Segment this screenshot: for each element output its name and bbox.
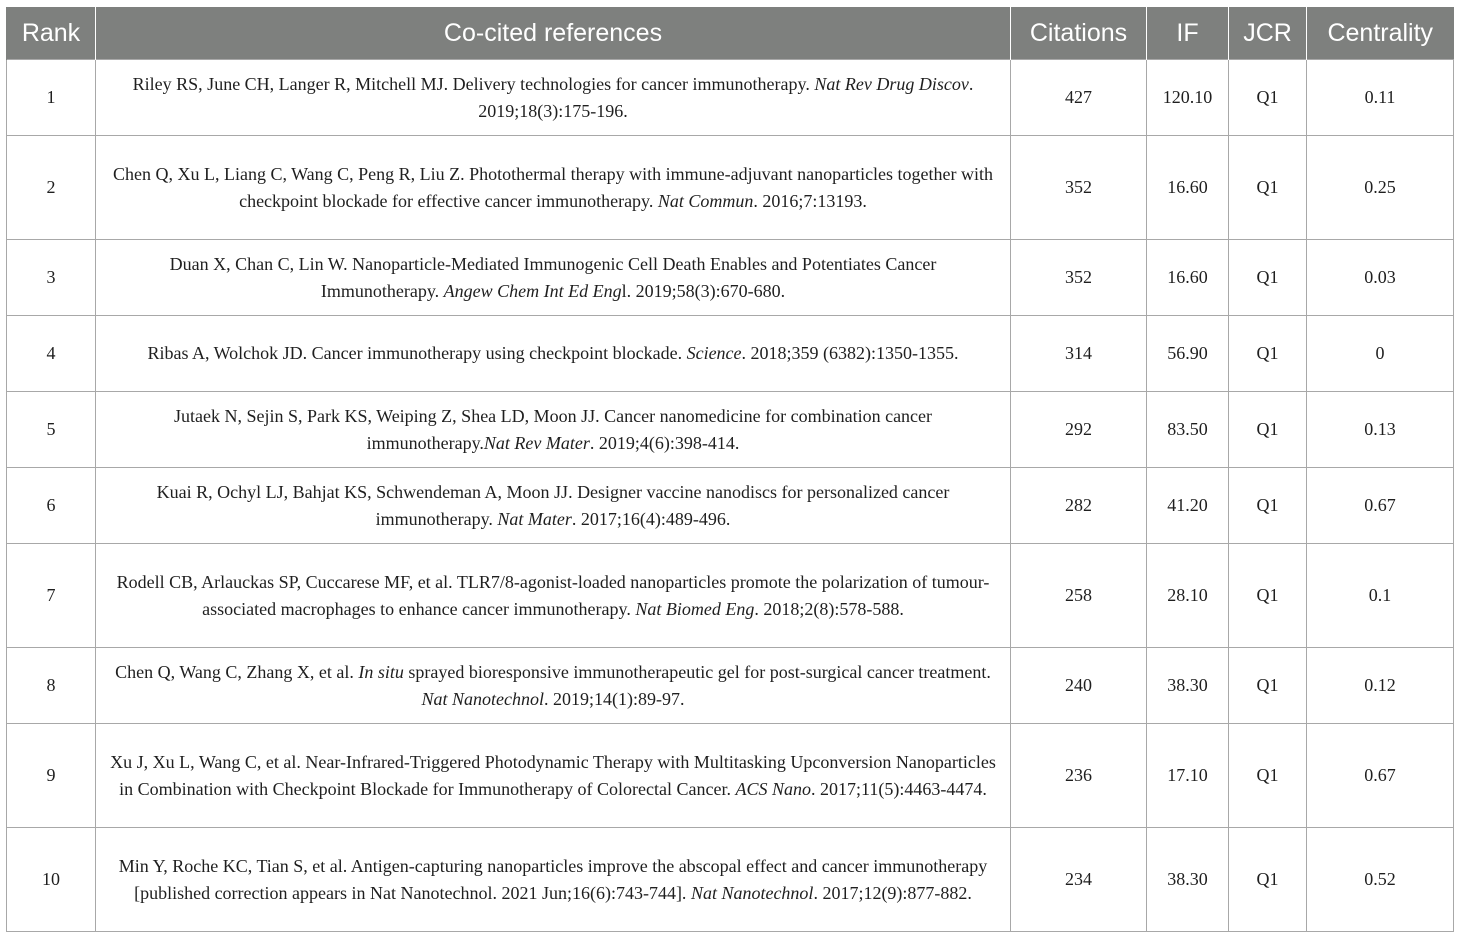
header-row [7, 7, 1454, 60]
table-row [7, 392, 1454, 468]
if-cell: 38.30 [1147, 828, 1229, 932]
reference-cell [96, 544, 1011, 648]
journal-name: Nat Nanotechnol [421, 688, 544, 709]
rank-cell: 1 [7, 60, 96, 136]
rank-cell: 10 [7, 828, 96, 932]
if-cell: 38.30 [1147, 648, 1229, 724]
journal-name: Nat Rev Drug Discov [814, 73, 969, 94]
reference-cell [96, 724, 1011, 828]
jcr-cell: Q1 [1229, 828, 1307, 932]
header-jcr: JCR [1229, 7, 1307, 60]
co-cited-references-table [6, 7, 1454, 932]
reference-cell [96, 316, 1011, 392]
reference-cell [96, 468, 1011, 544]
jcr-cell: Q1 [1229, 240, 1307, 316]
rank-cell: 9 [7, 724, 96, 828]
reference-text: Min Y, Roche KC, Tian S, et al. Antigen-capturing nanoparticles improve the abscopal effect and cancer immunotherapy [published correction appears in Nat Nanotechnol. 2021 Jun;16(6):743-744]. [118, 855, 988, 903]
jcr-cell: Q1 [1229, 60, 1307, 136]
rank-cell: 4 [7, 316, 96, 392]
if-cell: 56.90 [1147, 316, 1229, 392]
table-row [7, 828, 1454, 932]
reference-text: Jutaek N, Sejin S, Park KS, Weiping Z, Shea LD, Moon JJ. Cancer nanomedicine for combination cancer immunotherapy. [173, 405, 933, 453]
citations-cell: 352 [1011, 136, 1147, 240]
reference-text: Riley RS, June CH, Langer R, Mitchell MJ. Delivery technologies for cancer immunotherapy. [132, 73, 815, 94]
if-cell: 28.10 [1147, 544, 1229, 648]
jcr-cell: Q1 [1229, 316, 1307, 392]
journal-name: Nat Commun [657, 190, 754, 211]
jcr-cell: Q1 [1229, 468, 1307, 544]
reference-cell [96, 648, 1011, 724]
table-row [7, 136, 1454, 240]
reference-prefix: Chen Q, Wang C, Zhang X, et al. [115, 661, 359, 682]
reference-text: Ribas A, Wolchok JD. Cancer immunotherapy using checkpoint blockade. [147, 343, 687, 363]
centrality-cell: 0 [1307, 316, 1454, 392]
if-cell: 41.20 [1147, 468, 1229, 544]
rank-cell: 5 [7, 392, 96, 468]
journal-name: Nat Rev Mater [483, 432, 590, 453]
table-row [7, 544, 1454, 648]
reference-cell [96, 392, 1011, 468]
citations-cell: 258 [1011, 544, 1147, 648]
reference-text: sprayed bioresponsive immunotherapeutic gel for post-surgical cancer treatment. [403, 661, 991, 682]
citations-cell: 314 [1011, 316, 1147, 392]
jcr-cell: Q1 [1229, 392, 1307, 468]
reference-text: Chen Q, Xu L, Liang C, Wang C, Peng R, Liu Z. Photothermal therapy with immune-adjuvant nanoparticles together with checkpoint blockade for effective cancer immunotherapy. [112, 163, 994, 211]
rank-cell: 8 [7, 648, 96, 724]
citations-cell: 234 [1011, 828, 1147, 932]
centrality-cell: 0.67 [1307, 468, 1454, 544]
journal-name: Nat Biomed Eng [635, 598, 755, 619]
reference-details: . 2019;18(3):175-196. [478, 73, 974, 121]
journal-name: Nat Nanotechnol [690, 882, 814, 903]
table-row [7, 468, 1454, 544]
citations-cell: 292 [1011, 392, 1147, 468]
rank-cell: 2 [7, 136, 96, 240]
citations-cell: 240 [1011, 648, 1147, 724]
header-citations: Citations [1011, 7, 1147, 60]
centrality-cell: 0.13 [1307, 392, 1454, 468]
citations-cell: 236 [1011, 724, 1147, 828]
journal-name: Angew Chem Int Ed Eng [443, 280, 622, 301]
reference-details: . 2018;359 (6382):1350-1355. [741, 343, 959, 363]
journal-name: Science [686, 343, 742, 363]
reference-details: . 2016;7:13193. [753, 190, 867, 211]
centrality-cell: 0.52 [1307, 828, 1454, 932]
journal-name: ACS Nano [735, 778, 812, 799]
centrality-cell: 0.03 [1307, 240, 1454, 316]
table-row [7, 60, 1454, 136]
reference-details: l. 2019;58(3):670-680. [621, 280, 786, 301]
table-row [7, 724, 1454, 828]
reference-text: Kuai R, Ochyl LJ, Bahjat KS, Schwendeman A, Moon JJ. Designer vaccine nanodiscs for personalized cancer immunotherapy. [156, 481, 950, 529]
reference-text: Xu J, Xu L, Wang C, et al. Near-Infrared-Triggered Photodynamic Therapy with Multitasking Upconversion Nanoparticles in Combination with Checkpoint Blockade for Immunotherapy of Colorectal Cancer. [110, 751, 996, 799]
jcr-cell: Q1 [1229, 648, 1307, 724]
citations-cell: 352 [1011, 240, 1147, 316]
if-cell: 16.60 [1147, 136, 1229, 240]
reference-cell [96, 240, 1011, 316]
reference-details: . 2017;12(9):877-882. [813, 882, 972, 903]
reference-details: . 2017;11(5):4463-4474. [811, 778, 987, 799]
centrality-cell: 0.25 [1307, 136, 1454, 240]
reference-details: . 2018;2(8):578-588. [754, 598, 904, 619]
reference-details: . 2017;16(4):489-496. [571, 508, 731, 529]
jcr-cell: Q1 [1229, 136, 1307, 240]
table-row [7, 240, 1454, 316]
rank-cell: 3 [7, 240, 96, 316]
reference-italic-term: In situ [358, 661, 404, 682]
centrality-cell: 0.67 [1307, 724, 1454, 828]
reference-cell [96, 60, 1011, 136]
centrality-cell: 0.11 [1307, 60, 1454, 136]
reference-cell [96, 136, 1011, 240]
header-centrality: Centrality [1307, 7, 1454, 60]
if-cell: 120.10 [1147, 60, 1229, 136]
table-row [7, 316, 1454, 392]
rank-cell: 7 [7, 544, 96, 648]
jcr-cell: Q1 [1229, 724, 1307, 828]
citations-cell: 282 [1011, 468, 1147, 544]
reference-details: . 2019;14(1):89-97. [544, 688, 685, 709]
jcr-cell: Q1 [1229, 544, 1307, 648]
rank-cell: 6 [7, 468, 96, 544]
journal-name: Nat Mater [497, 508, 572, 529]
centrality-cell: 0.1 [1307, 544, 1454, 648]
if-cell: 17.10 [1147, 724, 1229, 828]
if-cell: 16.60 [1147, 240, 1229, 316]
reference-text: Rodell CB, Arlauckas SP, Cuccarese MF, et al. TLR7/8-agonist-loaded nanoparticles promote the polarization of tumour-associated macrophages to enhance cancer immunotherapy. [116, 571, 990, 619]
citations-cell: 427 [1011, 60, 1147, 136]
header-references: Co-cited references [96, 7, 1011, 60]
header-if: IF [1147, 7, 1229, 60]
header-rank: Rank [7, 7, 96, 60]
reference-cell [96, 828, 1011, 932]
if-cell: 83.50 [1147, 392, 1229, 468]
reference-text: Duan X, Chan C, Lin W. Nanoparticle-Mediated Immunogenic Cell Death Enables and Potentiates Cancer Immunotherapy. [169, 253, 937, 301]
reference-details: . 2019;4(6):398-414. [589, 432, 740, 453]
table-row [7, 648, 1454, 724]
centrality-cell: 0.12 [1307, 648, 1454, 724]
